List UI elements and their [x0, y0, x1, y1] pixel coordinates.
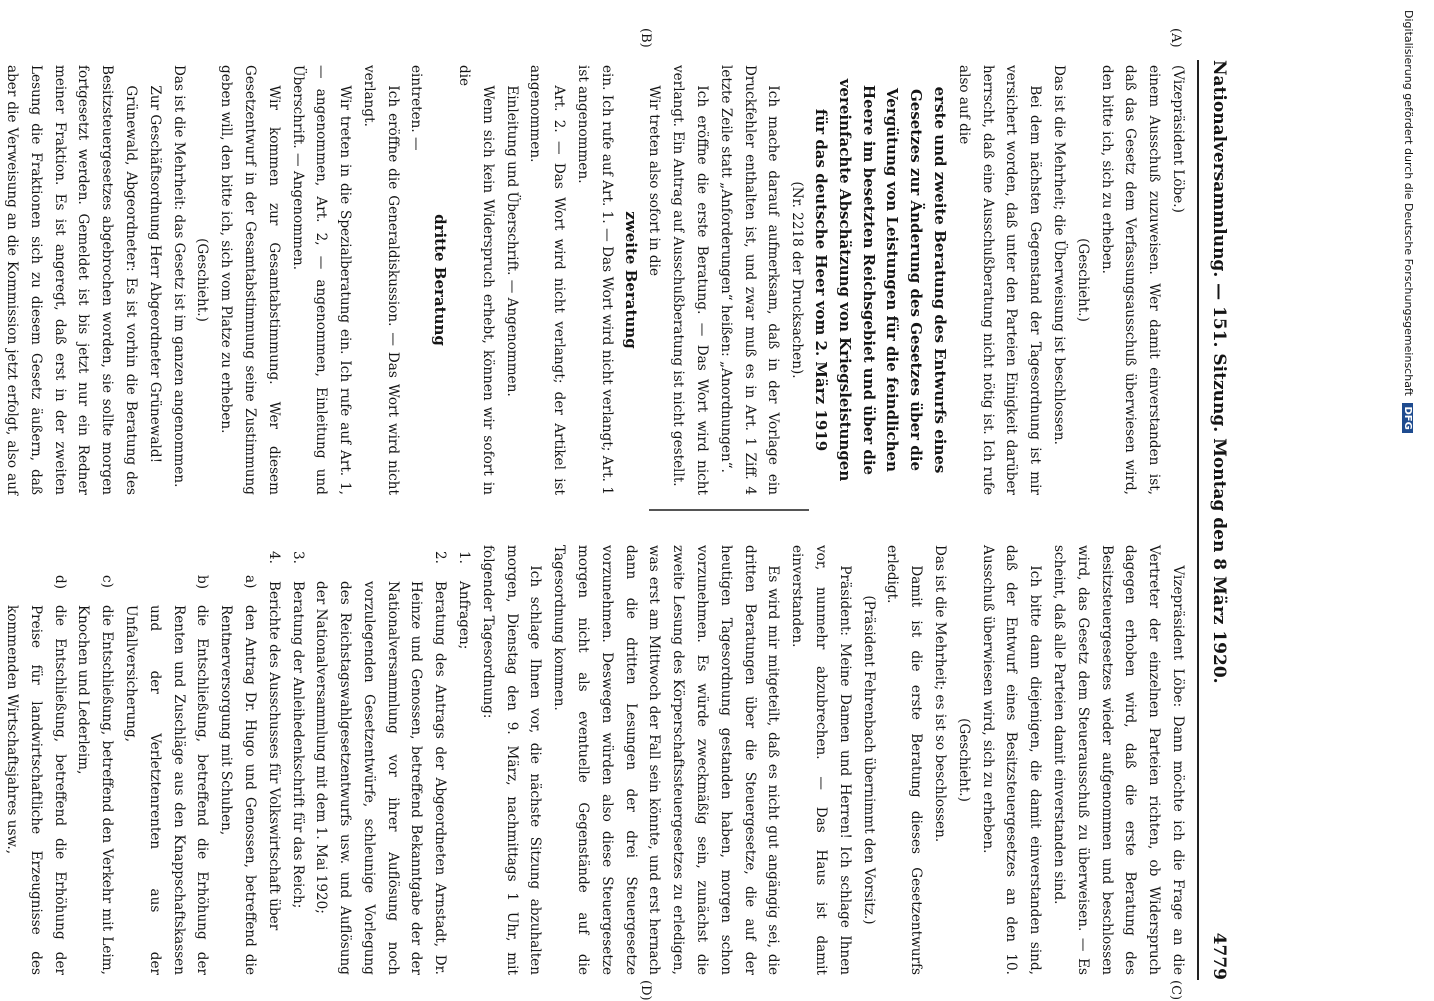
right-intro — [475, 545, 1189, 975]
right_column-paragraph: Es wird mir mitgeteilt, daß es nicht gut angängig sei, die dritten Beratungen über die Steuergesetze, die auf der heutigen Tagesordnung gestanden haben, morgen schon vorzunehmen. Es würde zweckmäßig sein, zunächst die zweite Lesung des Körperschaftssteuergesetzes zu erledigen, was erst am Mittwoch der Fall sein könnte, und erst hernach dann die dritten Lesungen der drei Steuergesetze vorzunehmen. Deswegen würden also diese Steuergesetze morgen nicht als eventuelle Gegenstände auf die Tagesordnung kommen. — [551, 545, 782, 975]
left_column-paragraph: Ich eröffne die erste Beratung. — Das Wort wird nicht verlangt. Ein Antrag auf Ausschußberatung ist nicht gestellt. — [670, 65, 711, 495]
agenda-item — [71, 545, 119, 975]
page-header — [1203, 60, 1233, 980]
left_column-paragraph: Wir treten also sofort in die — [646, 85, 663, 276]
agenda-item — [0, 545, 71, 975]
left_column-paragraph: Grünewald, Abgeordneter: Es ist vorhin die Beratung des Besitzsteuergesetzes abgebrochen worden, sie sollte morgen fortgesetzt werden. Gemeldet ist bis jetzt nur ein Redner meiner Fraktion. Es ist angeregt, daß erst in der zweiten Lesung die Fraktionen sich zu diesem Gesetz äußern, daß aber die Verweisung an die Kommission jetzt erfolgt, also auf — [3, 65, 139, 495]
agenda-item — [451, 545, 475, 975]
agenda-item-text: die Entschließung, betreffend die Erhöhung der Preise für landwirtschaftliche Erzeugnisse des kommenden Wirtschaftsjahres usw., — [3, 605, 68, 975]
agenda-item — [309, 545, 452, 975]
right_column-paragraph: Ich schlage Ihnen vor, die nächste Sitzung abzuhalten morgen, Dienstag den 9. März, nachmittags 1 Uhr, mit folgender Tagesordnung: — [479, 545, 544, 975]
agenda-item-text: Beratung des Antrags der Abgeordneten Arnstadt, Dr. Heinze und Genossen, betreffend Bekanntgabe der der Nationalversammlung vor ihrer Auflösung noch vorzulegenden Gesetzentwürfe, schleunige Vorlegung des Reichstagswahlgesetzentwurfs usw. und Auflösung der Nationalversammlung mit dem 1. Mai 1920; — [313, 581, 449, 975]
left_column-paragraph: Einleitung und Überschrift. — Angenommen. — [503, 85, 520, 397]
page-number: 4779 — [1209, 932, 1229, 980]
right-column — [0, 545, 1189, 975]
right_column-paragraph: Vizepräsident Löbe: Dann möchte ich die Frage an die Vertreter der einzelnen Parteien richten, ob Widerspruch dagegen erhoben wird, daß die erste Beratung des Besitzsteuergesetzes wieder aufgenommen und beschlossen wird, das Gesetz dem Steuerausschuß zu überweisen. — Es scheint, daß alle Parteien damit einverstanden sind. — [1051, 545, 1186, 975]
right_column-paragraph: (Geschieht.) — [955, 718, 972, 802]
column-divider — [649, 509, 809, 511]
agenda-item-number: c) — [99, 575, 116, 588]
left_column-paragraph: Das ist die Mehrheit; die Überweisung ist beschlossen. — [1051, 65, 1068, 446]
left-column — [0, 65, 1189, 495]
agenda-item-text: den Antrag Dr. Hugo und Genossen, betreffend die Rentnerversorgung mit Schuhen, — [218, 605, 258, 975]
margin-mark-d: (D) — [638, 980, 653, 1001]
agenda-item — [213, 545, 261, 975]
agenda-item-text: Beratung der Anleihedenkschrift für das Reich; — [289, 581, 306, 909]
left_column-paragraph: Das ist die Mehrheit: das Gesetz ist im ganzen angenommen. — [170, 65, 187, 488]
left_column-paragraph: zweite Beratung — [621, 211, 640, 349]
margin-mark-b: (B) — [638, 28, 653, 48]
left_column-paragraph: (Vizepräsident Löbe.) — [1170, 65, 1186, 213]
agenda-item-number: a) — [241, 575, 258, 589]
agenda-item-number: 2. — [432, 551, 449, 564]
digitization-note — [1399, 10, 1415, 990]
dfg-logo: DFG — [1402, 403, 1413, 432]
agenda-item-text: Anfragen; — [456, 581, 473, 650]
agenda-item-number: 4. — [265, 551, 282, 564]
left_column-paragraph: einem Ausschuß zuzuweisen. Wer damit einverstanden ist, daß das Gesetz dem Verfassungsausschuß überwiesen wird, den bitte ich, sich zu erheben. — [1098, 65, 1163, 495]
rotated-page — [0, 20, 1239, 1000]
right_column-paragraph: Ich bitte dann diejenigen, die damit einverstanden sind, daß der Entwurf eines Besitzsteuergesetzes an den 10. Ausschuß überwiesen wird, sich zu erheben. — [979, 545, 1044, 975]
right_column-paragraph: Damit ist die erste Beratung dieses Gesetzentwurfs erledigt. — [884, 545, 925, 975]
left_column-paragraph: Ich eröffne die Generaldiskussion. — Das Wort wird nicht verlangt. — [360, 65, 401, 495]
agenda-list — [261, 545, 475, 975]
left_column-paragraph: (Geschieht.) — [194, 238, 211, 322]
left_column-paragraph: Zur Geschäftsordnung Herr Abgeordneter Grünewald! — [146, 85, 163, 464]
left_column-paragraph: (Nr. 2218 der Drucksachen). — [789, 181, 806, 379]
left_column-paragraph: Wir kommen zur Gesamtabstimmung. Wer diesem Gesetzentwurf in der Gesamtabstimmung seine Zustimmung geben will, den bitte ich, sich vom Platze zu erheben. — [218, 65, 282, 495]
agenda-item-number: d) — [51, 575, 68, 590]
left_column-paragraph: Wenn sich kein Widerspruch erhebt, können wir sofort in die — [456, 65, 496, 495]
running-head: Nationalversammlung. — 151. Sitzung. Montag den 8 März 1920. — [1209, 60, 1229, 684]
left_column-paragraph: erste und zweite Beratung des Entwurfs eines Gesetzes zur Änderung des Gesetzes über die Vergütung von Leistungen für die feindlichen Heere im besetzten Reichsgebiet und über die vereinfachte Abschätzung von Kriegsleistungen für das deutsche Heer vom 2. März 1919 — [812, 78, 950, 482]
left_column-paragraph: ein. Ich rufe auf Art. 1. — Das Wort wird nicht verlangt; Art. 1 ist angenommen. — [575, 65, 615, 495]
left_column-paragraph: eintreten. — — [408, 65, 425, 151]
agenda-item — [261, 545, 285, 975]
agenda-item-text: Berichte des Ausschusses für Volkswirtschaft über — [265, 581, 282, 931]
left_column-paragraph: Art. 2. — Das Wort wird nicht verlangt; der Artikel ist angenommen. — [527, 65, 568, 495]
left_column-paragraph: (Geschieht.) — [1074, 238, 1091, 322]
right_column-paragraph: Präsident: Meine Damen und Herren! Ich schlage Ihnen vor, nunmehr abzubrechen. — Das Haus ist damit einverstanden. — [789, 545, 853, 975]
left_column-paragraph: dritte Beratung — [431, 214, 450, 346]
margin-mark-a: (A) — [1168, 28, 1183, 48]
left_column-paragraph: Wir treten in die Spezialberatung ein. Ich rufe auf Art. 1, — angenommen, Art. 2, — angenommen, Einleitung und Überschrift. — Angenommen. — [289, 65, 354, 495]
agenda-item — [285, 545, 309, 975]
right_column-paragraph: (Präsident Fehrenbach übernimmt den Vorsitz.) — [860, 595, 877, 925]
left_column-paragraph: Ich mache darauf aufmerksam, daß in der Vorlage ein Druckfehler enthalten ist, und zwar muß es in Art. 1 Ziff. 4 letzte Zeile statt „Anforderungen“ heißen: „Anordnungen“. — [717, 65, 782, 495]
left_column-paragraph: Bei dem nächsten Gegenstand der Tagesordnung ist mir versichert worden, daß unter den Parteien Einigkeit darüber herrscht, daß eine Ausschußberatung nicht nötig ist. Ich rufe also auf die — [955, 65, 1044, 495]
agenda-item-number: 3. — [289, 551, 306, 564]
agenda-sublist — [0, 545, 261, 975]
margin-mark-c: (C) — [1168, 980, 1183, 1001]
agenda-item-number: 1. — [456, 551, 473, 564]
agenda-item — [118, 545, 213, 975]
agenda-item-number: b) — [194, 575, 211, 590]
digitization-text: Digitalisierung gefördert durch die Deutsche Forschungsgemeinschaft — [1402, 10, 1415, 396]
right_column-paragraph: Das ist die Mehrheit; es ist so beschlossen. — [932, 545, 949, 843]
agenda-item-text: die Entschließung, betreffend die Erhöhung der Renten und Zuschläge aus den Knappschaftskassen und der Verletztenrenten aus der Unfallversicherung, — [122, 605, 211, 975]
agenda-item-text: die Entschließung, betreffend den Verkehr mit Leim, Knochen und Lederleim, — [75, 605, 116, 975]
header-rule — [1197, 60, 1199, 980]
